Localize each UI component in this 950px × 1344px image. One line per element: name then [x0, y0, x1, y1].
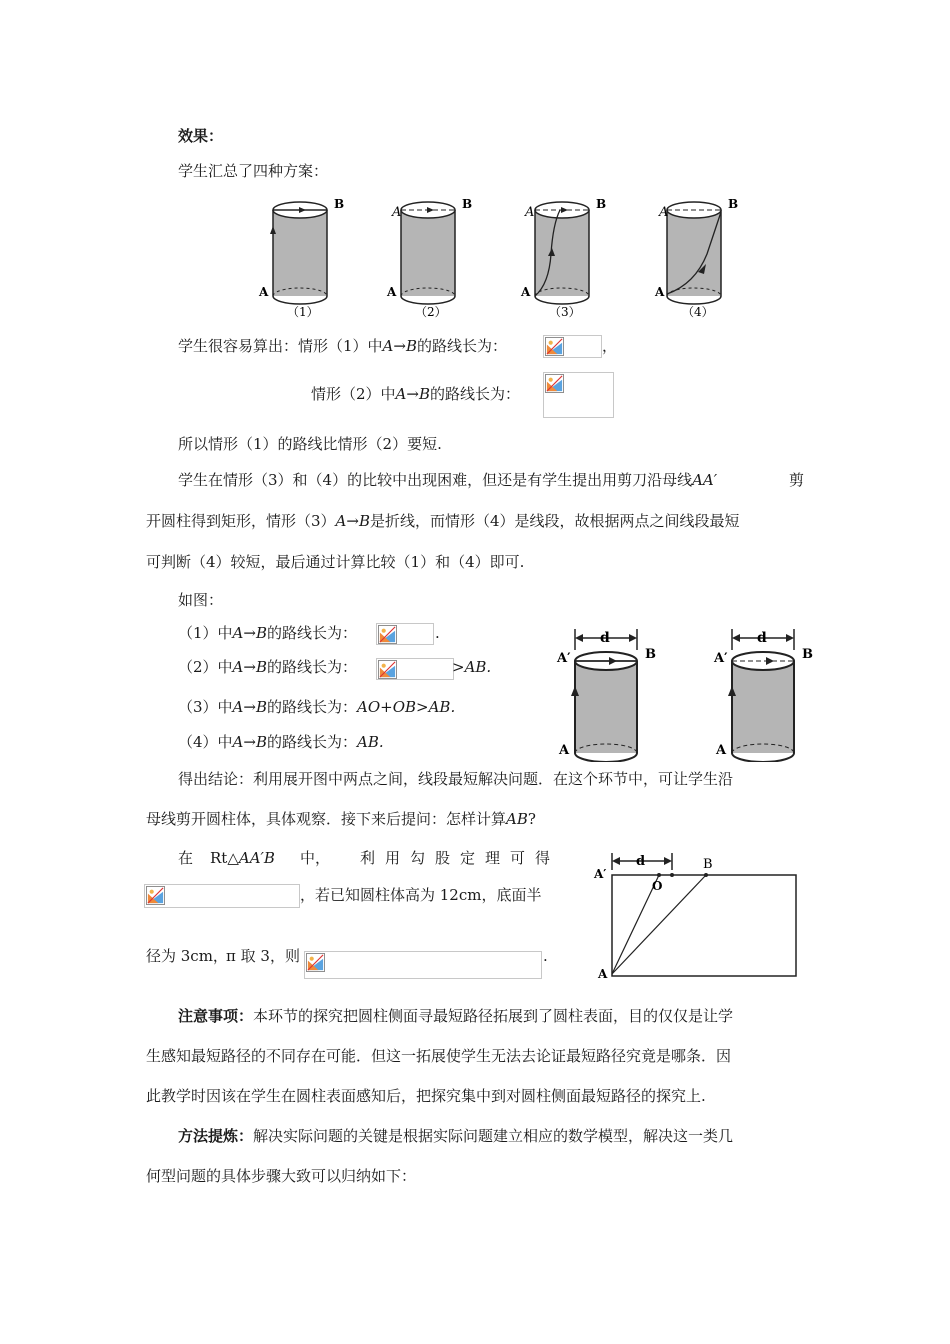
label-a-top-2: A	[392, 205, 402, 220]
case-1-mid: 的路线长为：	[266, 624, 357, 642]
summary-line: 学生汇总了四种方案：	[178, 162, 329, 180]
cylinders-with-d-figure	[555, 626, 850, 762]
cylinder-4	[667, 202, 721, 304]
label-a-3: A	[521, 285, 531, 299]
label-a-rect: A	[598, 967, 608, 980]
rt-l1c: AA′B	[238, 849, 275, 867]
case-2-suffix: >AB.	[452, 658, 492, 676]
case-1-formula-image	[376, 623, 434, 645]
rt-l3c: .	[543, 947, 548, 965]
label-a-top-4: A	[659, 205, 669, 220]
result-formula-image	[304, 951, 542, 979]
calc-line-2-mid: 的路线长为：	[430, 385, 521, 403]
case-1-suffix: .	[435, 624, 440, 642]
method-label: 方法提炼：	[178, 1127, 254, 1145]
rt-l3b: π 取 3，则	[226, 947, 300, 965]
label-b-2: B	[462, 197, 473, 211]
calc-line-2	[311, 384, 520, 404]
effect-heading: 效果：	[178, 127, 224, 145]
rt-l1e: 利用勾股定理可得	[360, 849, 561, 867]
label-b-right: B	[802, 647, 813, 662]
label-a-prime-right: A′	[714, 651, 728, 666]
case-3-ab: A→B	[232, 698, 267, 716]
cylinder-3	[535, 202, 589, 304]
method-line2: 何型问题的具体步骤大致可以归纳如下：	[146, 1167, 417, 1185]
rt-line1	[210, 848, 275, 868]
para1-l1a: 学生在情形（3）和（4）的比较中出现困难，但还是有学生提出用剪刀沿母线	[178, 471, 693, 489]
calc-line-1-suffix: ，	[602, 337, 618, 355]
label-a-top-3: A	[525, 205, 535, 220]
para1-l1c: 剪	[789, 471, 805, 489]
four-scenarios-figure	[255, 194, 755, 320]
caption-4: （4）	[682, 305, 714, 319]
so-line: 所以情形（1）的路线比情形（2）要短.	[178, 435, 442, 453]
formula-image-1	[543, 335, 602, 358]
label-a-1: A	[259, 285, 269, 299]
label-d-right: d	[757, 630, 767, 646]
calc-line-1-prefix: 学生很容易算出：情形（1）中	[178, 337, 383, 355]
label-a-2: A	[387, 285, 397, 299]
rt-l1b: Rt△	[210, 849, 239, 867]
conclusion-ab: AB	[506, 810, 528, 828]
rt-l1d: 中，	[300, 849, 331, 867]
case-1	[178, 623, 357, 643]
conclusion-line1: 得出结论：利用展开图中两点之间，线段最短解决问题．在这个环节中，可让学生沿	[178, 770, 734, 788]
calc-line-2-a: A	[395, 385, 407, 403]
calc-line-2-prefix: 情形（2）中	[311, 385, 396, 403]
case-3-prefix: （3）中	[178, 698, 233, 716]
case-3	[178, 697, 455, 717]
conclusion-q: ?	[527, 810, 536, 828]
unfolded-rectangle-figure	[592, 848, 802, 980]
label-a-4: A	[655, 285, 665, 299]
rt-l1a: 在	[178, 849, 194, 867]
cylinder-d-left	[571, 629, 637, 762]
rt-l3a: 径为 3cm，	[146, 947, 228, 965]
case-2	[178, 657, 357, 677]
case-4	[178, 732, 384, 752]
label-o-rect: O	[652, 879, 663, 893]
cylinder-1	[270, 202, 327, 304]
method-l1: 解决实际问题的关键是根据实际问题建立相应的数学模型，解决这一类几	[253, 1127, 734, 1145]
label-d-left: d	[600, 630, 610, 646]
image-placeholder-icon	[545, 337, 564, 356]
calc-line-2-arrow: →	[406, 385, 419, 403]
case-1-prefix: （1）中	[178, 624, 233, 642]
para1-l2a: 开圆柱得到矩形，情形（3）	[146, 512, 336, 530]
image-placeholder-icon	[306, 953, 325, 972]
case-2-prefix: （2）中	[178, 658, 233, 676]
para1-ab: A→B	[335, 512, 370, 530]
as-figure-line: 如图：	[178, 591, 224, 609]
case-4-suffix: AB.	[357, 733, 384, 751]
calc-line-1	[178, 336, 507, 356]
caption-2: （2）	[415, 305, 447, 319]
rt-line2: ，若已知圆柱体高为 12cm，底面半	[300, 886, 542, 904]
caption-1: （1）	[287, 305, 319, 319]
case-3-suffix: AO+OB>AB.	[357, 698, 456, 716]
case-4-ab: A→B	[232, 733, 267, 751]
label-b-left: B	[645, 647, 656, 662]
label-b-4: B	[728, 197, 739, 211]
image-placeholder-icon	[545, 374, 564, 393]
caption-3: （3）	[549, 305, 581, 319]
notes-label: 注意事项：	[178, 1007, 254, 1025]
formula-image-2	[543, 372, 614, 418]
label-b-3: B	[596, 197, 607, 211]
calc-line-1-mid: 的路线长为：	[417, 337, 508, 355]
cylinder-2	[401, 202, 455, 304]
para1-line1	[178, 470, 717, 490]
calc-line-2-b: B	[418, 385, 430, 403]
notes-l1: 本环节的探究把圆柱侧面寻最短路径拓展到了圆柱表面，目的仅仅是让学	[253, 1007, 734, 1025]
para1-aa-prime: AA′	[692, 471, 718, 489]
case-4-mid: 的路线长为：	[266, 733, 357, 751]
image-placeholder-icon	[378, 625, 397, 644]
pythagoras-formula-image	[144, 884, 300, 908]
label-a-left: A	[559, 743, 570, 758]
label-a-right: A	[716, 743, 727, 758]
para1-l2c: 是折线，而情形（4）是线段，故根据两点之间线段最短	[369, 512, 740, 530]
image-placeholder-icon	[378, 660, 397, 679]
calc-line-1-arrow: →	[393, 337, 406, 355]
calc-line-1-b: B	[405, 337, 417, 355]
label-a-prime-left: A′	[557, 651, 571, 666]
case-3-mid: 的路线长为：	[266, 698, 357, 716]
image-placeholder-icon	[146, 886, 165, 905]
calc-line-1-a: A	[382, 337, 394, 355]
notes-line2: 生感知最短路径的不同存在可能．但这一拓展使学生无法去论证最短路径究竟是哪条．因	[146, 1047, 732, 1065]
notes-line1	[178, 1006, 733, 1026]
label-a-prime-rect: A′	[594, 867, 607, 881]
method-line1	[178, 1126, 733, 1146]
case-4-prefix: （4）中	[178, 733, 233, 751]
label-b-rect: B	[703, 857, 713, 872]
conclusion-l2a: 母线剪开圆柱体，具体观察．接下来后提问：怎样计算	[146, 810, 507, 828]
cylinder-d-right	[728, 629, 794, 762]
label-d-rect: d	[636, 854, 646, 869]
notes-line3: 此教学时因该在学生在圆柱表面感知后，把探究集中到对圆柱侧面最短路径的探究上.	[146, 1087, 706, 1105]
case-2-formula-image	[376, 658, 454, 680]
para1-line2	[146, 511, 740, 531]
para1-line3: 可判断（4）较短，最后通过计算比较（1）和（4）即可.	[146, 553, 525, 571]
case-2-mid: 的路线长为：	[266, 658, 357, 676]
label-b-1: B	[334, 197, 345, 211]
case-2-ab: A→B	[232, 658, 267, 676]
conclusion-line2	[146, 809, 536, 829]
case-1-ab: A→B	[232, 624, 267, 642]
